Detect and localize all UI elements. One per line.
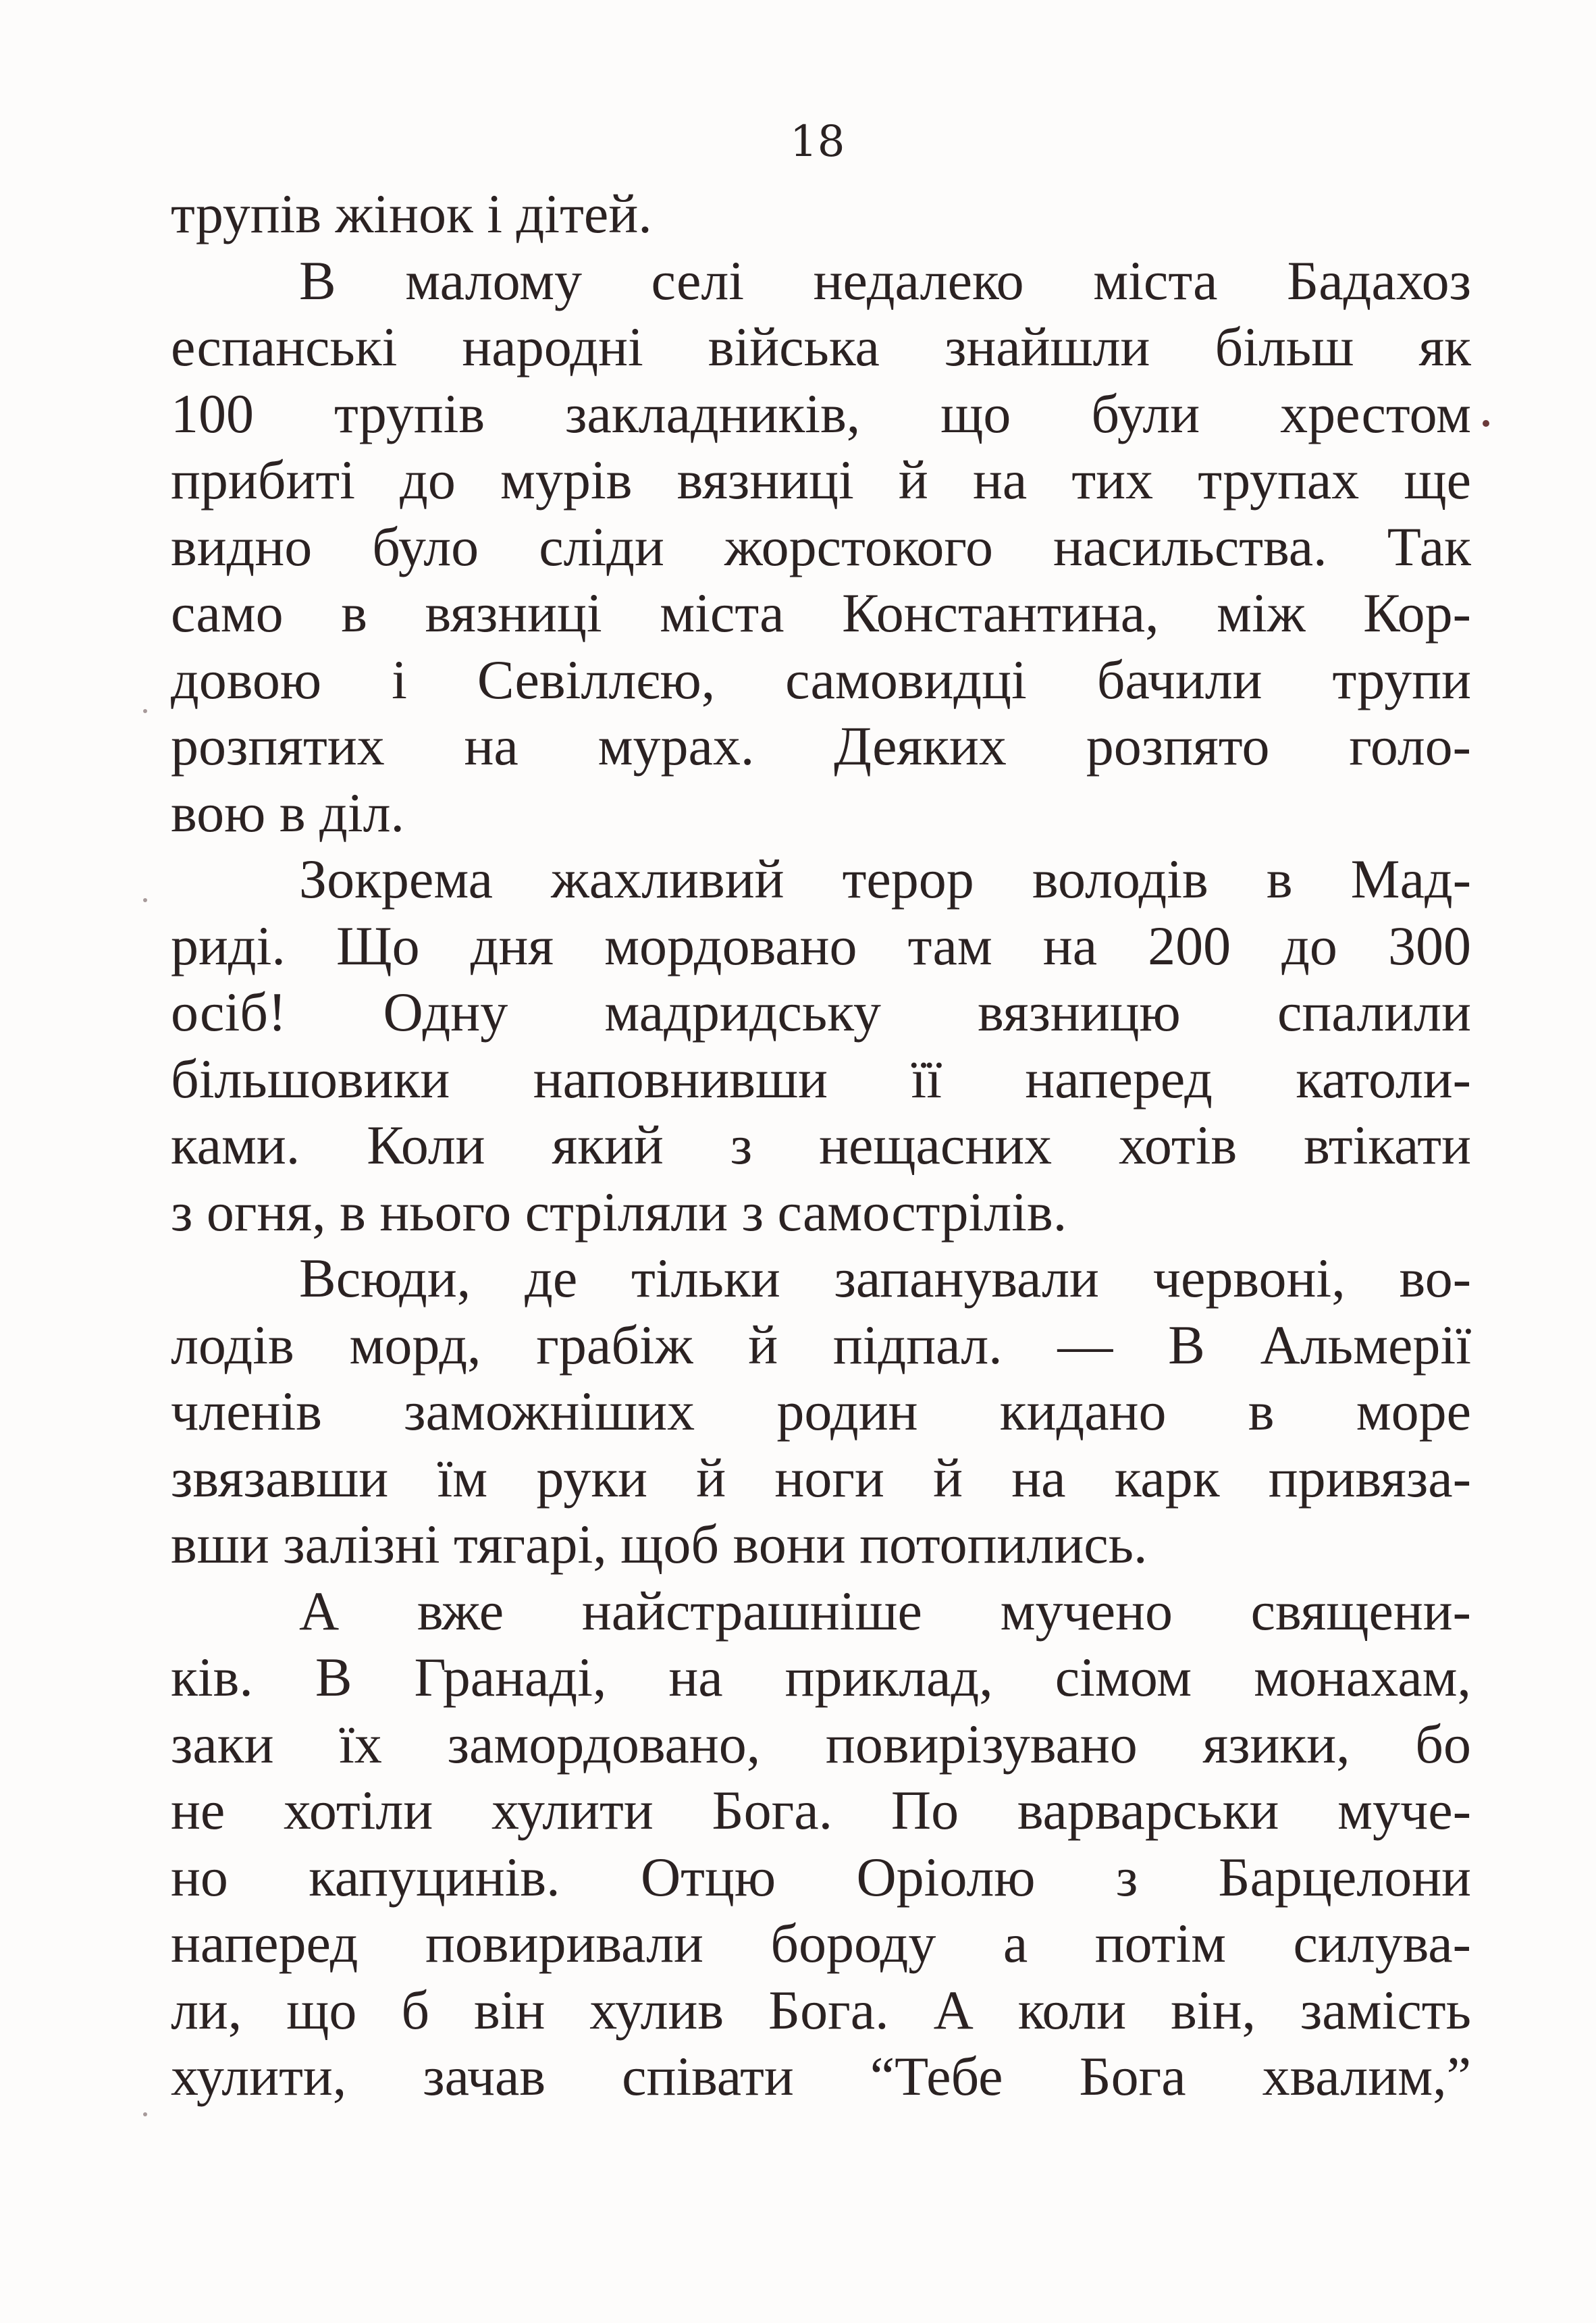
text-line: більшовики наповнивши її наперед католи- (171, 1047, 1471, 1110)
text-line: А вже найстрашніше мучено священи- (299, 1580, 1471, 1642)
text-line: 100 трупів закладників, що були хрестом (171, 382, 1471, 444)
body-text (171, 181, 1471, 2110)
text-line: з огня, в нього стріляли з самострілів. (171, 1180, 1067, 1243)
text-line: трупів жінок і дітей. (171, 183, 652, 244)
text-line: ками. Коли який з нещасних хотів втікати (171, 1114, 1471, 1176)
text-line: видно було сліди жорстокого насильства. Так (171, 515, 1471, 577)
text-line: ків. В Гранаді, на приклад, сімом монахам, (171, 1646, 1471, 1708)
text-line: прибиті до мурів вязниці й на тих трупах ще (171, 449, 1471, 511)
text-line: членів заможніших родин кидано в море (171, 1380, 1471, 1442)
text-line: звязавши їм руки й ноги й на карк привяза- (171, 1446, 1471, 1509)
ink-speck (143, 2112, 147, 2116)
text-line: риді. Що дня мордовано там на 200 до 300 (171, 914, 1471, 976)
text-line: В малому селі недалеко міста Бадахоз (299, 249, 1471, 311)
text-line: лодів морд, грабіж й підпал. — В Альмерії (171, 1313, 1471, 1376)
ink-speck (143, 709, 147, 713)
text-line: осіб! Одну мадридську вязницю спалили (171, 981, 1471, 1043)
text-line: не хотіли хулити Бога. По варварськи муче- (171, 1779, 1471, 1841)
ink-speck (143, 898, 147, 902)
text-line: довою і Севіллєю, самовидці бачили трупи (171, 648, 1471, 710)
text-line: само в вязниці міста Константина, між Кор- (171, 582, 1471, 644)
text-line: ли, що б він хулив Бога. А коли він, замість (171, 1979, 1471, 2041)
text-line: хулити, зачав співати “Тебе Бога хвалим,” (171, 2045, 1471, 2107)
text-line: заки їх замордовано, повирізувано язики, бо (171, 1713, 1471, 1775)
text-line: наперед повиривали бороду а потім силува- (171, 1912, 1471, 1974)
text-line: Зокрема жахливий терор володів в Мад- (299, 848, 1471, 910)
text-line: вши залізні тягарі, щоб вони потопились. (171, 1513, 1148, 1575)
ink-speck (1483, 420, 1489, 427)
text-line: розпятих на мурах. Деяких розпято голо- (171, 715, 1471, 777)
text-line: еспанські народні війська знайшли більш як (171, 316, 1471, 377)
text-line: Всюди, де тільки запанували червоні, во- (299, 1247, 1471, 1309)
text-line: но капуцинів. Отцю Оріолю з Барцелони (171, 1846, 1471, 1908)
text-line: вою в діл. (171, 781, 405, 843)
page-number: 18 (790, 117, 845, 167)
